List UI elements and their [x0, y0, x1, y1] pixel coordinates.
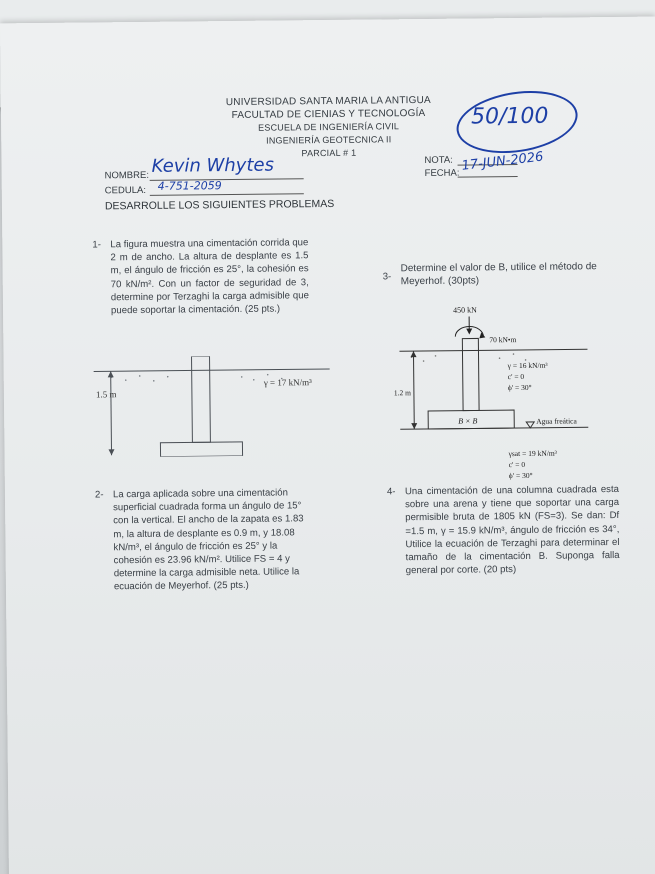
figure2-water-label: Agua freática	[536, 416, 577, 426]
column-stem	[192, 356, 211, 442]
column-2	[462, 338, 479, 410]
problem-2-text: La carga aplicada sobre una cimentación superficial cuadrada forma un ángulo de 15° con la vertical. El ancho de la zapata es 1.83 m, la altura de desplante es 0.9 m, y 18.08 kN/m³, el ángulo de fricción es 25° y la cohesión es 23.96 kN/m². Utilice FS = 4 y determine la carga admisible neta. Utilice la ecuación de Meyerhof. (25 pts.)	[112, 487, 304, 593]
fecha-value: 17-JUN-2026	[460, 149, 545, 174]
figure2-gsat-label: γsat = 19 kN/m³	[508, 448, 557, 459]
figure2-moment-label: 70 kN•m	[489, 335, 517, 345]
figure2-load-label: 450 kN	[452, 305, 477, 315]
figure2-phi-label: ϕ' = 30°	[507, 382, 532, 393]
nombre-field	[149, 154, 303, 181]
exam-sheet	[0, 17, 655, 874]
figure1-gamma-label: γ = 17 kN/m³	[263, 377, 312, 388]
university-name: UNIVERSIDAD SANTA MARIA LA ANTIGUA	[225, 94, 431, 109]
cedula-label: CEDULA:	[104, 184, 147, 197]
grade-value: 50/100	[470, 103, 549, 130]
water-table-symbol	[526, 422, 534, 428]
figure2-c-label: c' = 0	[507, 371, 525, 382]
exam-title: PARCIAL # 1	[301, 147, 357, 159]
problem-2-number: 2-	[94, 489, 104, 501]
figure2-phi2-label: ϕ' = 30°	[508, 470, 533, 481]
soil-hatch	[111, 374, 283, 382]
school-name: ESCUELA DE INGENIERÍA CIVIL	[258, 121, 400, 133]
figure2-gamma-label: γ = 16 kN/m³	[507, 360, 548, 371]
nota-label: NOTA:	[424, 154, 453, 166]
footing-base	[160, 442, 242, 457]
figure-column-footing	[389, 297, 601, 484]
problem-3-number: 3-	[382, 271, 392, 283]
problem-1-number: 1-	[92, 239, 101, 251]
figure2-c2-label: c' = 0	[508, 459, 526, 470]
problem-4-text: Una cimentación de una columna cuadrada esta sobre una arena y tiene que soportar una carga permisible bruta de 1805 kN (FS=3). Se dan: Df =1.5 m, γ = 15.9 kN/m³, ángulo de fricción es 34°, Utilice la ecuación de Terzaghi para determinar el tamaño de la cimentación B. Suponga falla general por corte. (20 pts)	[404, 483, 620, 577]
problem-1-text: La figura muestra una cimentación corrida que 2 m de ancho. La altura de desplante es 1.5 m, el ángulo de fricción es 25°, la cohesión es 70 kN/m². Con un factor de seguridad de 3, determine por Terzaghi la carga admisible que puede soportar la cimentación. (25 pts.)	[110, 237, 309, 317]
fecha-label: FECHA:	[424, 167, 460, 179]
cedula-value: 4-751-2059	[157, 179, 222, 193]
ground-line-2	[399, 349, 587, 351]
figure1-depth-label: 1.5 m	[95, 389, 117, 400]
figure2-depth-label: 1.2 m	[393, 388, 412, 398]
instructions: DESARROLLE LOS SIGUIENTES PROBLEMAS	[104, 197, 335, 213]
depth-dimension-2	[413, 351, 414, 429]
problem-3-text: Determine el valor de B, utilice el método de Meyerhof. (30pts)	[400, 261, 597, 288]
problem-4-number: 4-	[386, 486, 396, 498]
nombre-value: Kevin Whytes	[151, 154, 275, 177]
faculty-name: FACULTAD DE CIENIAS Y TECNOLOGÍA	[231, 107, 426, 122]
nombre-label: NOMBRE:	[104, 169, 150, 182]
figure2-base-label: B × B	[458, 416, 478, 426]
cedula-field	[150, 180, 304, 196]
ground-line	[94, 369, 330, 371]
depth-dimension	[111, 371, 112, 455]
course-name: INGENIERÍA GEOTECNICA II	[266, 134, 392, 146]
figure-strip-footing	[92, 355, 333, 458]
